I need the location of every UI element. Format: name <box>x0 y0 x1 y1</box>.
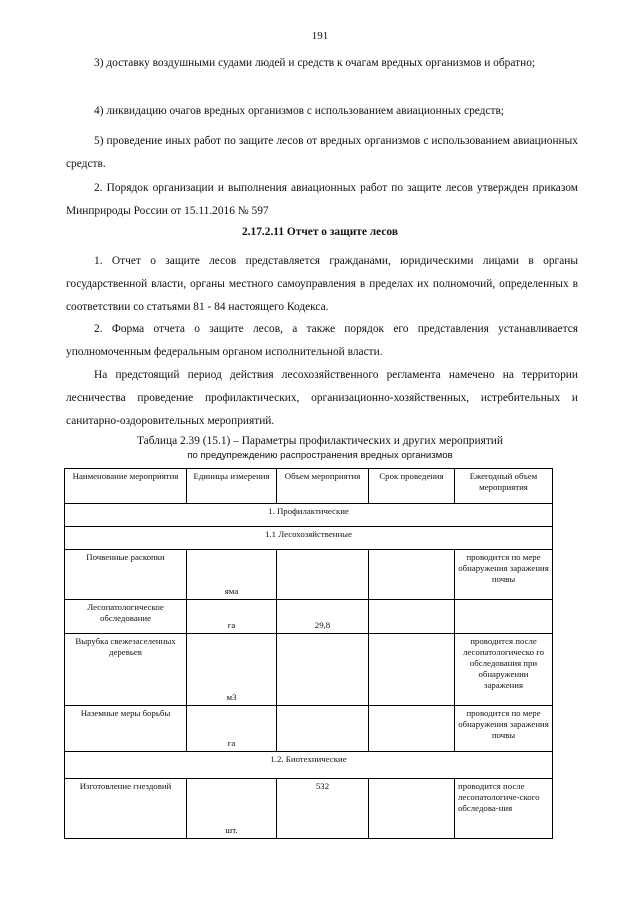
cell-volume <box>277 634 369 706</box>
cell-volume: 532 <box>277 779 369 839</box>
paragraph-elimination: 4) ликвидацию очагов вредных организмов с использованием авиационных средств; <box>94 105 505 117</box>
cell-name: Изготовление гнездовий <box>65 779 187 839</box>
measures-table <box>64 468 553 839</box>
cell-name: Вырубка свежезаселенных деревьев <box>65 634 187 706</box>
cell-annual: проводится после лесопатологическо го обследования при обнаружении заражения <box>455 634 553 706</box>
table-subcaption: по предупреждению распространения вредных организмов <box>187 450 453 461</box>
paragraph-report-1: 1. Отчет о защите лесов представляется гражданами, юридическими лицами в органы государственной власти, органы местного самоуправления в пределах их полномочий, определенных в соответствии со статьями 81 - 84 настоящего Кодекса. <box>66 255 578 313</box>
section-title: 2.17.2.11 Отчет о защите лесов <box>241 226 398 238</box>
cell-term <box>369 634 455 706</box>
header-term: Срок проведения <box>369 469 455 504</box>
cell-annual: проводится после лесопатологиче-ского обследова-ния <box>455 779 553 839</box>
paragraph-order: 2. Порядок организации и выполнения авиационных работ по защите лесов утвержден приказом Минприроды России от 15.11.2016 № 597 <box>66 182 578 217</box>
cell-unit: га <box>187 706 277 752</box>
cell-unit: яма <box>187 550 277 600</box>
table-row <box>65 706 553 752</box>
cell-volume <box>277 550 369 600</box>
table-row <box>65 600 553 634</box>
paragraph-other-works: 5) проведение иных работ по защите лесов от вредных организмов с использованием авиационных средств. <box>66 135 578 170</box>
table-row <box>65 779 553 839</box>
cell-annual: проводится по мере обнаружения заражения почвы <box>455 706 553 752</box>
cell-name: Наземные меры борьбы <box>65 706 187 752</box>
header-volume: Объем мероприятия <box>277 469 369 504</box>
section-row <box>65 752 553 779</box>
cell-unit: га <box>187 600 277 634</box>
cell-term <box>369 779 455 839</box>
cell-name: Лесопатологическое обследование <box>65 600 187 634</box>
cell-annual: проводится по мере обнаружения заражения почвы <box>455 550 553 600</box>
table-caption: Таблица 2.39 (15.1) – Параметры профилактических и других мероприятий <box>136 435 504 447</box>
cell-term <box>369 550 455 600</box>
section-biotechnical: 1.2. Биотехнические <box>65 752 553 779</box>
page-number: 191 <box>311 30 329 42</box>
cell-volume: 29,8 <box>277 600 369 634</box>
cell-term <box>369 600 455 634</box>
paragraph-aerial-delivery: 3) доставку воздушными судами людей и средств к очагам вредных организмов и обратно; <box>94 57 536 69</box>
header-annual: Ежегодный объем мероприятия <box>455 469 553 504</box>
header-name: Наименование мероприятия <box>65 469 187 504</box>
table-row <box>65 550 553 600</box>
table-row <box>65 634 553 706</box>
cell-unit: шт. <box>187 779 277 839</box>
section-preventive: 1. Профилактические <box>65 504 553 527</box>
table-header-row <box>65 469 553 504</box>
section-forestry: 1.1 Лесохозяйственные <box>65 527 553 550</box>
cell-volume <box>277 706 369 752</box>
cell-unit: м3 <box>187 634 277 706</box>
cell-term <box>369 706 455 752</box>
paragraph-plan: На предстоящий период действия лесохозяйственного регламента намечено на территории лесничества проведение профилактических, организационно-хозяйственных, истребительных и санитарно-оздоровительных мероприятий. <box>66 369 578 427</box>
header-unit: Единицы измерения <box>187 469 277 504</box>
cell-annual <box>455 600 553 634</box>
cell-name: Почвенные раскопки <box>65 550 187 600</box>
section-row <box>65 527 553 550</box>
paragraph-report-2: 2. Форма отчета о защите лесов, а также порядок его представления устанавливается уполномоченным федеральным органом исполнительной власти. <box>66 323 578 358</box>
section-row <box>65 504 553 527</box>
